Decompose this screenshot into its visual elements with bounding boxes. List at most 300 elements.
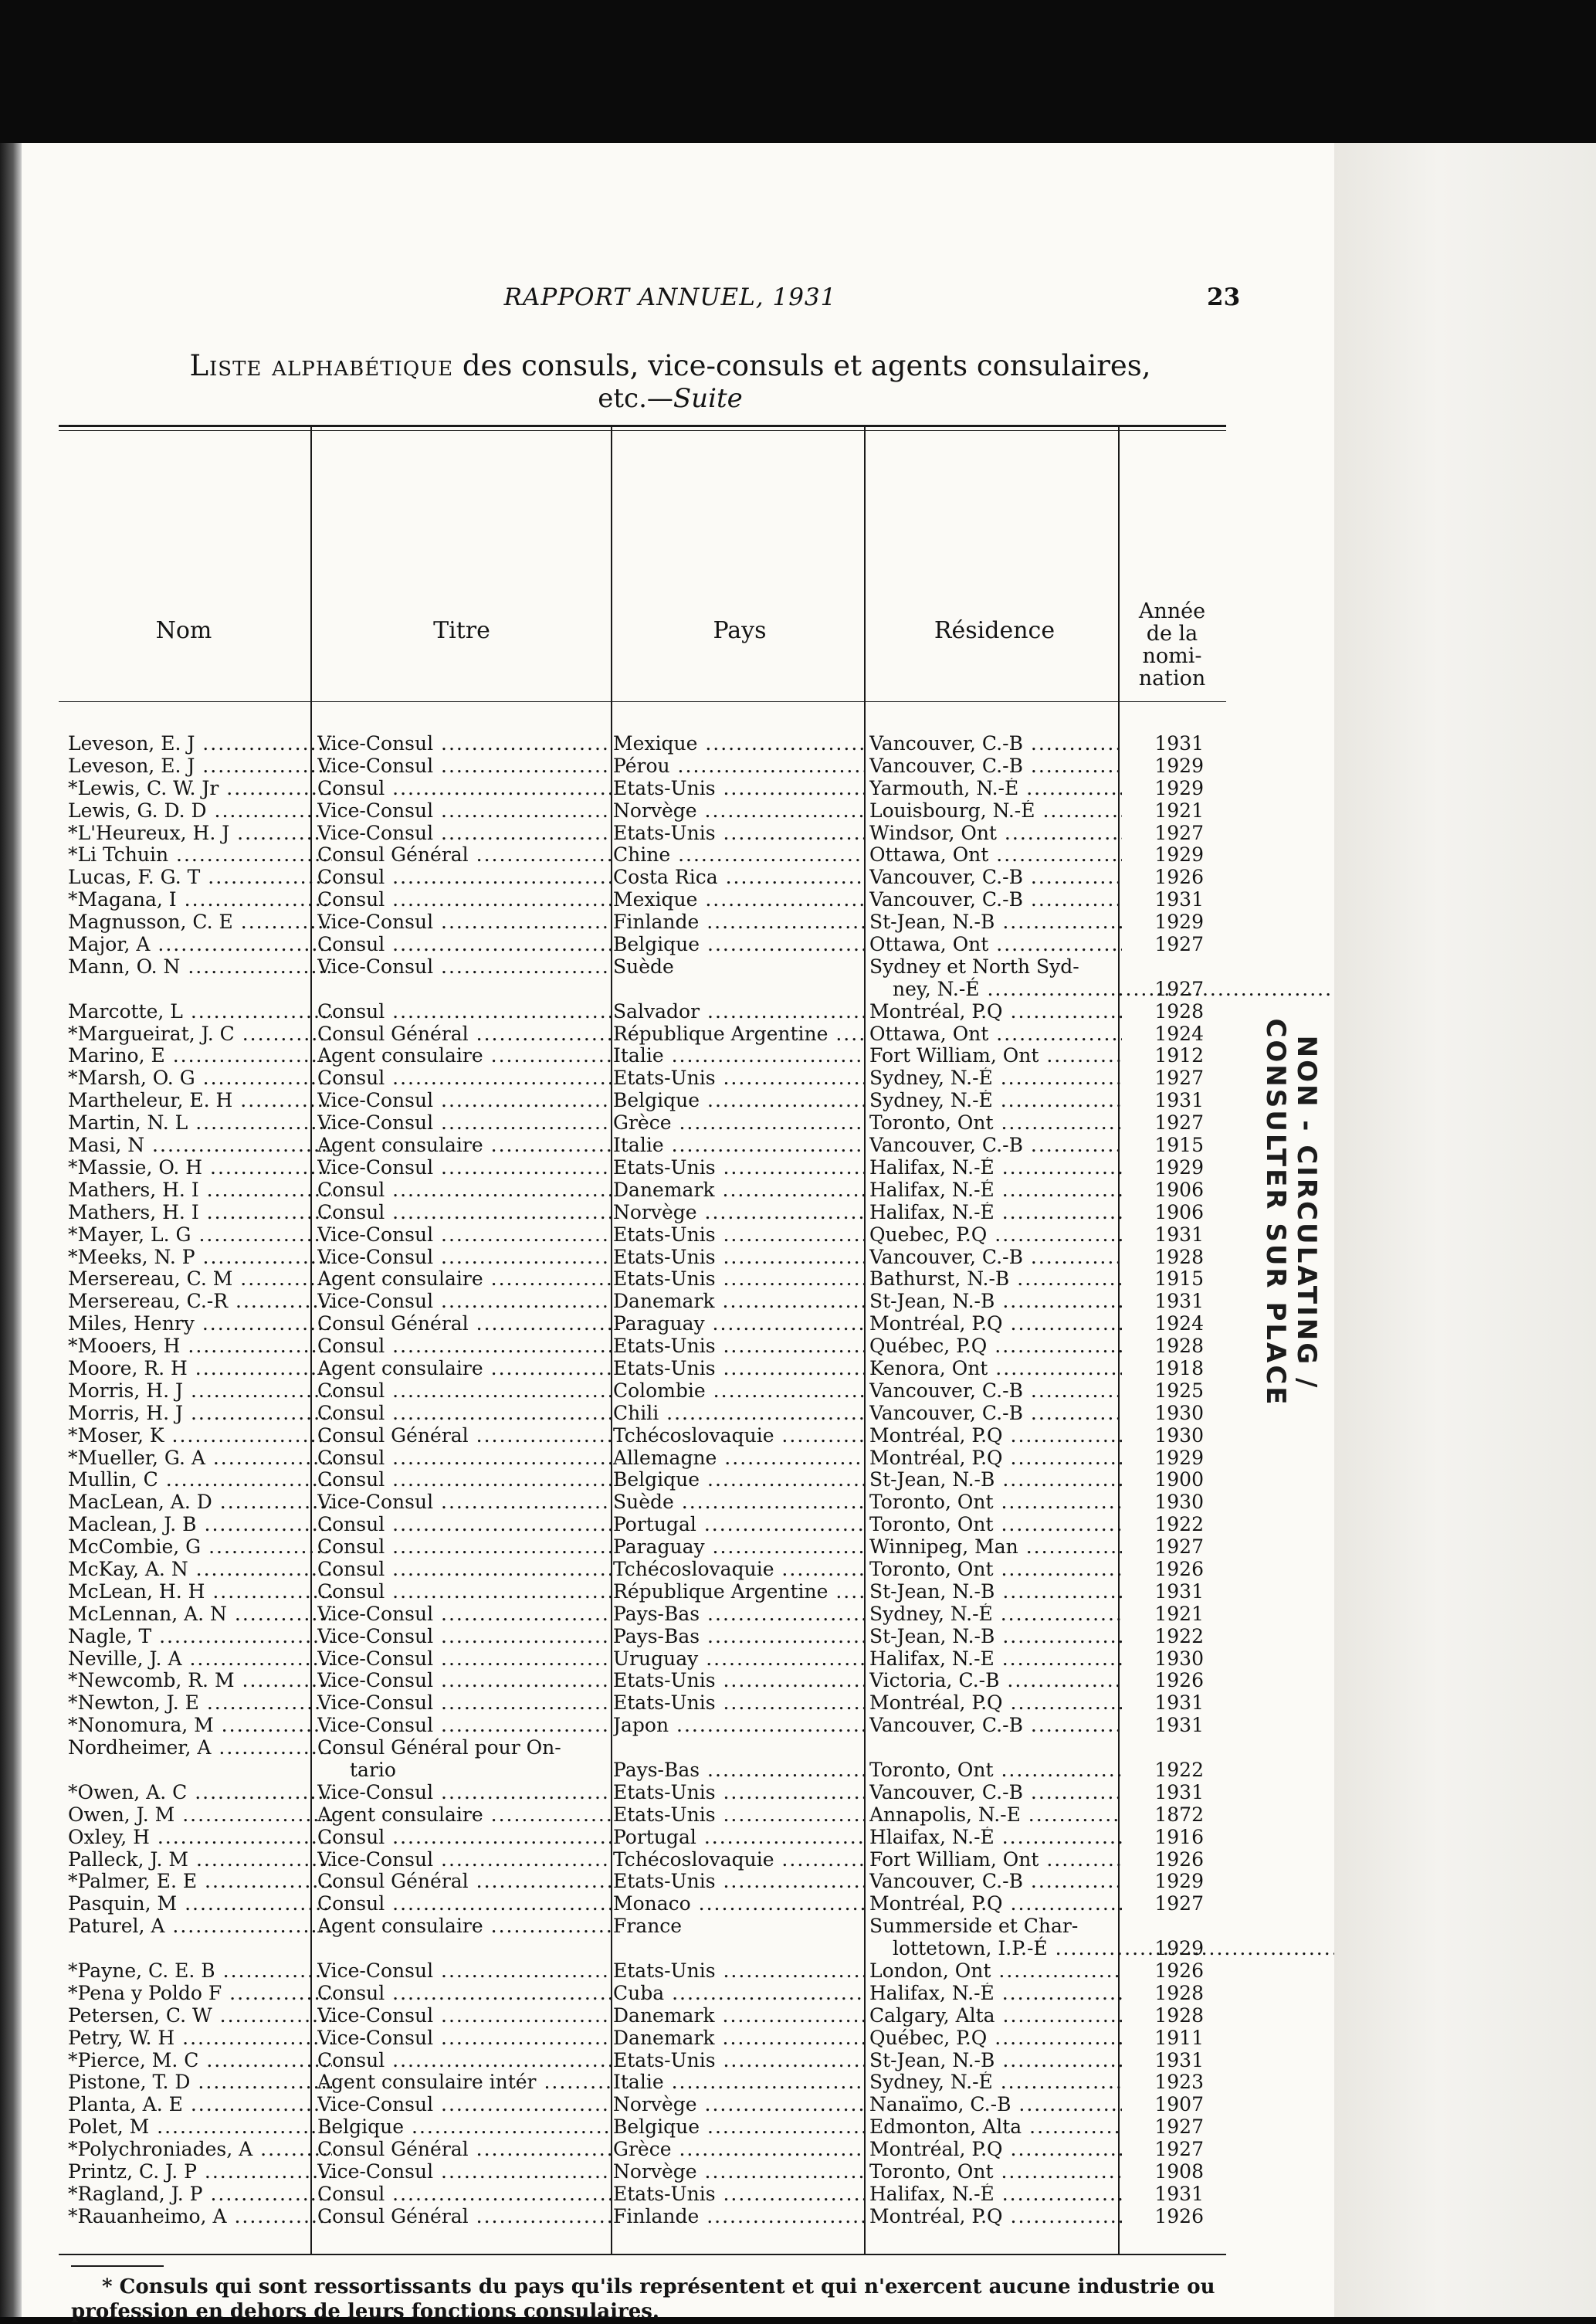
cell-titre: Consul .....: [317, 2183, 611, 2206]
cell-nom: *Moser, K .....: [68, 1425, 332, 1447]
table-row: [22, 1559, 1319, 1581]
cell-pays: Italie .....: [613, 1045, 865, 1067]
table-row: [22, 1603, 1319, 1626]
cell-pays: Norvège .....: [613, 2161, 865, 2183]
cell-residence: Vancouver, C.-B .....: [869, 1380, 1122, 1403]
cell-pays: Suède: [613, 955, 674, 978]
cell-residence: Fort William, Ont .....: [869, 1849, 1122, 1871]
cell-pays: Salvador .....: [613, 1001, 865, 1023]
cell-residence: Winnipeg, Man .....: [869, 1536, 1122, 1559]
cell-pays: Uruguay .....: [613, 1648, 865, 1671]
cell-nom: *Margueirat, J. C .....: [68, 1023, 332, 1046]
cell-residence: Sydney, N.-É .....: [869, 1603, 1122, 1626]
table-row: [22, 1849, 1319, 1871]
cell-nom: Polet, M .....: [68, 2116, 332, 2139]
cell-annee: 1931: [1154, 1223, 1204, 1246]
cell-residence: Windsor, Ont .....: [869, 823, 1122, 845]
cell-nom: Pistone, T. D .....: [68, 2071, 332, 2094]
stamp-line: CONSULTER SUR PLACE: [1260, 1018, 1291, 1407]
cell-residence: Nanaïmo, C.-B .....: [869, 2094, 1122, 2116]
cell-annee: 1931: [1154, 1781, 1204, 1803]
cell-annee: 1925: [1154, 1379, 1204, 1402]
cell-nom: Paturel, A .....: [68, 1915, 332, 1938]
cell-nom: Petersen, C. W .....: [68, 2005, 332, 2027]
cell-annee: 1907: [1154, 2094, 1204, 2116]
cell-nom: Mathers, H. I .....: [68, 1202, 332, 1224]
cell-annee: 1922: [1154, 1759, 1204, 1781]
cell-annee: 1908: [1154, 2161, 1204, 2183]
cell-residence: Quebec, P.Q .....: [869, 1224, 1122, 1247]
table-top-rule-thin: [59, 430, 1226, 431]
table-row: [22, 1491, 1319, 1514]
table-row: [22, 1247, 1319, 1269]
cell-pays: Etats-Unis .....: [613, 1224, 865, 1247]
cell-titre: Consul .....: [317, 1536, 611, 1559]
cell-residence: Ottawa, Ont .....: [869, 844, 1122, 867]
cell-residence: Montréal, P.Q .....: [869, 1692, 1122, 1715]
cell-titre: Consul Général .....: [317, 1871, 611, 1893]
cell-pays: Etats-Unis .....: [613, 1067, 865, 1090]
cell-residence: Halifax, N.-É .....: [869, 1202, 1122, 1224]
cell-pays: Etats-Unis .....: [613, 2183, 865, 2206]
cell-annee: 1921: [1154, 1603, 1204, 1625]
cell-residence: Toronto, Ont .....: [869, 1112, 1122, 1135]
cell-annee: 1929: [1154, 844, 1204, 867]
cell-pays: Italie .....: [613, 1135, 865, 1157]
cell-nom: Oxley, H .....: [68, 1827, 332, 1849]
cell-titre: Consul .....: [317, 1067, 611, 1090]
cell-pays: Chili .....: [613, 1403, 865, 1425]
table-row: [22, 867, 1319, 889]
cell-annee: 1922: [1154, 1625, 1204, 1647]
cell-titre: Vice-Consul .....: [317, 1626, 611, 1648]
cell-titre: Vice-Consul .....: [317, 1782, 611, 1804]
cell-nom: Morris, H. J .....: [68, 1403, 332, 1425]
cell-annee: 1929: [1154, 911, 1204, 934]
cell-titre: Agent consulaire .....: [317, 1268, 611, 1291]
cell-residence-continued: ney, N.-É .....: [893, 979, 1596, 1001]
cell-pays: Pays-Bas .....: [613, 1759, 865, 1782]
title-smallcaps: Liste alphabétique: [189, 349, 454, 382]
cell-annee: 1911: [1154, 2027, 1204, 2049]
cell-residence: Sydney et North Syd-: [869, 955, 1079, 978]
table-row: [22, 1514, 1319, 1536]
cell-titre: Vice-Consul .....: [317, 823, 611, 845]
cell-pays: Pérou .....: [613, 755, 865, 778]
cell-titre: Consul .....: [317, 1514, 611, 1536]
cell-residence: Montréal, P.Q .....: [869, 1447, 1122, 1470]
cell-residence: Toronto, Ont .....: [869, 1514, 1122, 1536]
cell-titre: Vice-Consul .....: [317, 755, 611, 778]
cell-annee: 1928: [1154, 1246, 1204, 1268]
cell-pays: France: [613, 1915, 683, 1938]
table-row: [22, 778, 1319, 800]
cell-residence: Montréal, P.Q .....: [869, 2139, 1122, 2161]
col-header-annee-line: Année: [1138, 599, 1206, 623]
table-row: [22, 823, 1319, 845]
cell-pays: Norvège .....: [613, 800, 865, 823]
cell-pays: Italie .....: [613, 2071, 865, 2094]
cell-residence: Vancouver, C.-B .....: [869, 1715, 1122, 1737]
table-row: [22, 1157, 1319, 1179]
cell-titre: Consul .....: [317, 2050, 611, 2072]
cell-titre: Vice-Consul .....: [317, 1157, 611, 1179]
cell-annee: 1930: [1154, 1402, 1204, 1424]
cell-nom: *Polychroniades, A .....: [68, 2139, 332, 2161]
cell-titre: Consul .....: [317, 1447, 611, 1470]
cell-titre: Vice-Consul .....: [317, 1491, 611, 1514]
cell-residence: Calgary, Alta .....: [869, 2005, 1122, 2027]
cell-titre: Consul Général .....: [317, 1425, 611, 1447]
book-binding-edge: [0, 143, 22, 2317]
running-header: [22, 283, 1334, 317]
cell-nom: Marino, E .....: [68, 1045, 332, 1067]
cell-annee: 1915: [1154, 1268, 1204, 1291]
cell-titre: Vice-Consul .....: [317, 1670, 611, 1692]
cell-nom: Pasquin, M .....: [68, 1893, 332, 1915]
cell-titre: Vice-Consul .....: [317, 2094, 611, 2116]
cell-pays: Pays-Bas .....: [613, 1603, 865, 1626]
cell-titre: Belgique .....: [317, 2116, 611, 2139]
cell-pays: Etats-Unis .....: [613, 1358, 865, 1380]
table-row: [22, 2116, 1319, 2139]
cell-nom: Lucas, F. G. T .....: [68, 867, 332, 889]
cell-annee: 1928: [1154, 1000, 1204, 1023]
cell-annee: 1921: [1154, 799, 1204, 822]
cell-pays: Finlande .....: [613, 2206, 865, 2228]
cell-titre: Consul .....: [317, 889, 611, 911]
table-row: [22, 2139, 1319, 2161]
cell-nom: Magnusson, C. E .....: [68, 911, 332, 934]
table-row: [22, 1983, 1319, 2005]
table-row: [22, 1469, 1319, 1491]
cell-pays: Grèce .....: [613, 2139, 865, 2161]
cell-titre: Consul .....: [317, 1380, 611, 1403]
cell-titre-continued: tario: [350, 1758, 396, 1781]
cell-titre: Consul .....: [317, 1893, 611, 1915]
cell-titre: Vice-Consul .....: [317, 1247, 611, 1269]
table-row: [22, 1425, 1319, 1447]
col-header-annee-line: nomi-: [1142, 644, 1202, 668]
table-row: [22, 1045, 1319, 1067]
adjacent-page-strip: [1334, 143, 1596, 2317]
cell-nom: *Pierce, M. C .....: [68, 2050, 332, 2072]
cell-residence: Ottawa, Ont .....: [869, 1023, 1122, 1046]
cell-annee: 1930: [1154, 1491, 1204, 1514]
cell-titre: Agent consulaire .....: [317, 1045, 611, 1067]
cell-residence: Hlaifax, N.-É .....: [869, 1827, 1122, 1849]
table-row: [22, 1202, 1319, 1224]
table-row: [22, 2094, 1319, 2116]
cell-titre: Consul .....: [317, 1581, 611, 1603]
table-row: [22, 1067, 1319, 1090]
cell-nom: MacLean, A. D .....: [68, 1491, 332, 1514]
cell-annee: 1900: [1154, 1469, 1204, 1491]
cell-nom: Morris, H. J .....: [68, 1380, 332, 1403]
cell-titre: Consul .....: [317, 1001, 611, 1023]
col-header-residence: Résidence: [934, 617, 1056, 644]
cell-pays: Danemark .....: [613, 2027, 865, 2050]
cell-annee: 1931: [1154, 889, 1204, 911]
cell-residence: Halifax, N.-É .....: [869, 2183, 1122, 2206]
cell-annee: 1924: [1154, 1023, 1204, 1045]
table-row: [22, 911, 1319, 934]
cell-nom: Miles, Henry .....: [68, 1313, 332, 1335]
cell-residence: Halifax, N.-É .....: [869, 1179, 1122, 1202]
table-row: [22, 2183, 1319, 2206]
page-number: 23: [1207, 283, 1241, 311]
cell-residence: Bathurst, N.-B .....: [869, 1268, 1122, 1291]
cell-annee: 1912: [1154, 1045, 1204, 1067]
cell-titre: Vice-Consul .....: [317, 1224, 611, 1247]
cell-residence: Vancouver, C.-B .....: [869, 889, 1122, 911]
cell-annee: 1931: [1154, 1580, 1204, 1603]
cell-nom: Martin, N. L .....: [68, 1112, 332, 1135]
table-row: [22, 2050, 1319, 2072]
cell-residence: Ottawa, Ont .....: [869, 934, 1122, 956]
cell-nom: *Marsh, O. G .....: [68, 1067, 332, 1090]
cell-annee: 1929: [1154, 1156, 1204, 1179]
cell-nom: *Ragland, J. P .....: [68, 2183, 332, 2206]
cell-pays: Etats-Unis .....: [613, 1692, 865, 1715]
cell-pays: Pays-Bas .....: [613, 1626, 865, 1648]
cell-annee: 1928: [1154, 2004, 1204, 2027]
cell-residence: Halifax, N.-É .....: [869, 1983, 1122, 2005]
cell-titre: Vice-Consul .....: [317, 733, 611, 755]
cell-nom: Nordheimer, A .....: [68, 1737, 332, 1759]
cell-nom: *Newcomb, R. M .....: [68, 1670, 332, 1692]
cell-annee: 1927: [1154, 1536, 1204, 1559]
table-row: [22, 1179, 1319, 1202]
cell-nom: *Magana, I .....: [68, 889, 332, 911]
cell-pays: Belgique .....: [613, 2116, 865, 2139]
cell-pays: Etats-Unis .....: [613, 1782, 865, 1804]
table-row: [22, 1782, 1319, 1804]
cell-nom: Major, A .....: [68, 934, 332, 956]
cell-residence: Halifax, N.-É .....: [869, 1157, 1122, 1179]
cell-annee: 1918: [1154, 1357, 1204, 1379]
running-title: RAPPORT ANNUEL, 1931: [503, 283, 837, 311]
table-row: [22, 1536, 1319, 1559]
cell-titre: Consul .....: [317, 1827, 611, 1849]
cell-titre: Agent consulaire .....: [317, 1358, 611, 1380]
cell-titre: Consul .....: [317, 867, 611, 889]
cell-titre: Vice-Consul .....: [317, 1648, 611, 1671]
cell-nom: Mersereau, C. M .....: [68, 1268, 332, 1291]
cell-residence: St-Jean, N.-B .....: [869, 1626, 1122, 1648]
cell-nom: McCombie, G .....: [68, 1536, 332, 1559]
cell-annee: 1927: [1154, 822, 1204, 844]
col-header-nom: Nom: [155, 617, 212, 644]
cell-residence: Toronto, Ont .....: [869, 1759, 1122, 1782]
cell-nom: Maclean, J. B .....: [68, 1514, 332, 1536]
cell-titre: Agent consulaire .....: [317, 1804, 611, 1827]
cell-annee: 1930: [1154, 1647, 1204, 1670]
cell-residence: Montréal, P.Q .....: [869, 1425, 1122, 1447]
cell-pays: Allemagne .....: [613, 1447, 865, 1470]
cell-titre: Agent consulaire .....: [317, 1135, 611, 1157]
cell-residence: Toronto, Ont .....: [869, 1491, 1122, 1514]
cell-pays: Etats-Unis .....: [613, 1804, 865, 1827]
cell-annee: 1931: [1154, 1692, 1204, 1715]
cell-pays: Mexique .....: [613, 733, 865, 755]
cell-residence: Montréal, P.Q .....: [869, 1893, 1122, 1915]
cell-titre: Consul Général .....: [317, 844, 611, 867]
cell-pays: Etats-Unis .....: [613, 1335, 865, 1358]
cell-residence: Louisbourg, N.-É .....: [869, 800, 1122, 823]
cell-titre: Vice-Consul .....: [317, 911, 611, 934]
cell-residence: St-Jean, N.-B .....: [869, 1469, 1122, 1491]
cell-nom: *Meeks, N. P .....: [68, 1247, 332, 1269]
cell-pays: Belgique .....: [613, 1469, 865, 1491]
table-row: [22, 934, 1319, 956]
cell-annee: 1926: [1154, 1848, 1204, 1871]
cell-pays: Mexique .....: [613, 889, 865, 911]
cell-annee: 1927: [1154, 2139, 1204, 2161]
table-row: [22, 1403, 1319, 1425]
cell-annee: 1906: [1154, 1201, 1204, 1223]
table-row: [22, 844, 1319, 867]
table-row: [22, 755, 1319, 778]
table-bottom-rule: [59, 2254, 1226, 2255]
cell-residence: Québec, P.Q .....: [869, 1335, 1122, 1358]
table-row: [22, 1670, 1319, 1692]
cell-nom: Masi, N .....: [68, 1135, 332, 1157]
document-page: [22, 143, 1334, 2323]
cell-annee: 1931: [1154, 2049, 1204, 2071]
cell-titre: Consul .....: [317, 778, 611, 800]
cell-annee: 1906: [1154, 1179, 1204, 1201]
table-row: [22, 1224, 1319, 1247]
table-row: [22, 889, 1319, 911]
cell-nom: *Mooers, H .....: [68, 1335, 332, 1358]
cell-pays: Costa Rica .....: [613, 867, 865, 889]
cell-annee: 1927: [1154, 1112, 1204, 1135]
cell-annee: 1927: [1154, 1067, 1204, 1090]
col-header-annee-line: de la: [1146, 622, 1198, 646]
table-row: [22, 1692, 1319, 1715]
cell-pays: Etats-Unis .....: [613, 1268, 865, 1291]
cell-residence: Vancouver, C.-B .....: [869, 1782, 1122, 1804]
library-stamp: [1260, 1012, 1322, 1413]
cell-nom: McKay, A. N .....: [68, 1559, 332, 1581]
table-row: [22, 1915, 1319, 1960]
table-row: [22, 1291, 1319, 1313]
cell-nom: Petry, W. H .....: [68, 2027, 332, 2050]
col-header-titre: Titre: [433, 617, 490, 644]
cell-annee: 1926: [1154, 1558, 1204, 1580]
cell-nom: *Palmer, E. E .....: [68, 1871, 332, 1893]
cell-titre: Consul .....: [317, 1983, 611, 2005]
cell-residence: Fort William, Ont .....: [869, 1045, 1122, 1067]
cell-residence: Vancouver, C.-B .....: [869, 867, 1122, 889]
list-title: [22, 350, 1319, 415]
cell-pays: Cuba .....: [613, 1983, 865, 2005]
cell-pays: Colombie .....: [613, 1380, 865, 1403]
cell-annee: 1915: [1154, 1135, 1204, 1157]
table-row: [22, 1715, 1319, 1737]
cell-nom: Owen, J. M .....: [68, 1804, 332, 1827]
cell-titre: Consul .....: [317, 1559, 611, 1581]
title-rest: des consuls, vice-consuls et agents consulaires,: [453, 349, 1151, 382]
cell-pays: Danemark .....: [613, 2005, 865, 2027]
table-row: [22, 1135, 1319, 1157]
table-row: [22, 1737, 1319, 1782]
cell-residence: Montréal, P.Q .....: [869, 1313, 1122, 1335]
table-row: [22, 1827, 1319, 1849]
cell-titre: Vice-Consul .....: [317, 1715, 611, 1737]
table-row: [22, 1268, 1319, 1291]
cell-annee: 1929: [1154, 1938, 1204, 1960]
cell-residence: Sydney, N.-É .....: [869, 1067, 1122, 1090]
table-row: [22, 2071, 1319, 2094]
col-header-annee: [1122, 600, 1222, 690]
cell-pays: Chine .....: [613, 844, 865, 867]
cell-nom: *Pena y Poldo F .....: [68, 1983, 332, 2005]
cell-nom: Mersereau, C.-R .....: [68, 1291, 332, 1313]
table-row: [22, 1380, 1319, 1403]
table-row: [22, 733, 1319, 755]
cell-titre: Consul .....: [317, 1403, 611, 1425]
cell-residence: Victoria, C.-B .....: [869, 1670, 1122, 1692]
cell-residence: Québec, P.Q .....: [869, 2027, 1122, 2050]
cell-nom: *Li Tchuin .....: [68, 844, 332, 867]
cell-residence: Yarmouth, N.-É .....: [869, 778, 1122, 800]
cell-pays: Norvège .....: [613, 2094, 865, 2116]
cell-nom: *Massie, O. H .....: [68, 1157, 332, 1179]
col-header-annee-line: nation: [1138, 667, 1206, 690]
table-row: [22, 1581, 1319, 1603]
cell-pays: Etats-Unis .....: [613, 2050, 865, 2072]
cell-titre: Vice-Consul .....: [317, 1112, 611, 1135]
table-row: [22, 2206, 1319, 2228]
cell-pays: Paraguay .....: [613, 1313, 865, 1335]
footnote: * Consuls qui sont ressortissants du pays qu'ils représentent et qui n'exercent aucune industrie ou profession en dehors de leurs fonctions consulaires.: [71, 2275, 1215, 2323]
table-row: [22, 1648, 1319, 1671]
cell-titre: Consul .....: [317, 1469, 611, 1491]
cell-titre: Consul .....: [317, 1335, 611, 1358]
cell-nom: Leveson, E. J .....: [68, 733, 332, 755]
cell-pays: Grèce .....: [613, 1112, 865, 1135]
cell-residence: Toronto, Ont .....: [869, 1559, 1122, 1581]
cell-annee: 1927: [1154, 2116, 1204, 2139]
cell-annee: 1928: [1154, 1335, 1204, 1358]
cell-residence: London, Ont .....: [869, 1960, 1122, 1983]
cell-pays: Etats-Unis .....: [613, 823, 865, 845]
cell-residence: Kenora, Ont .....: [869, 1358, 1122, 1380]
cell-pays: Finlande .....: [613, 911, 865, 934]
cell-pays: République Argentine .....: [613, 1581, 865, 1603]
cell-pays: Tchécoslovaquie .....: [613, 1559, 865, 1581]
cell-residence-continued: lottetown, I.P.-É .....: [893, 1938, 1596, 1960]
table-row: [22, 1090, 1319, 1112]
table-row: [22, 800, 1319, 823]
cell-residence: Vancouver, C.-B .....: [869, 1135, 1122, 1157]
cell-pays: Danemark .....: [613, 1291, 865, 1313]
table-row: [22, 1804, 1319, 1827]
cell-pays: Belgique .....: [613, 934, 865, 956]
cell-annee: 1922: [1154, 1514, 1204, 1536]
cell-pays: Etats-Unis .....: [613, 1670, 865, 1692]
cell-residence: Montréal, P.Q .....: [869, 2206, 1122, 2228]
cell-titre: Consul Général .....: [317, 2139, 611, 2161]
table-row: [22, 1626, 1319, 1648]
cell-residence: Halifax, N.-E .....: [869, 1648, 1122, 1671]
table-row: [22, 2161, 1319, 2183]
cell-annee: 1926: [1154, 1670, 1204, 1692]
cell-titre: Consul Général .....: [317, 2206, 611, 2228]
cell-pays: Belgique .....: [613, 1090, 865, 1112]
